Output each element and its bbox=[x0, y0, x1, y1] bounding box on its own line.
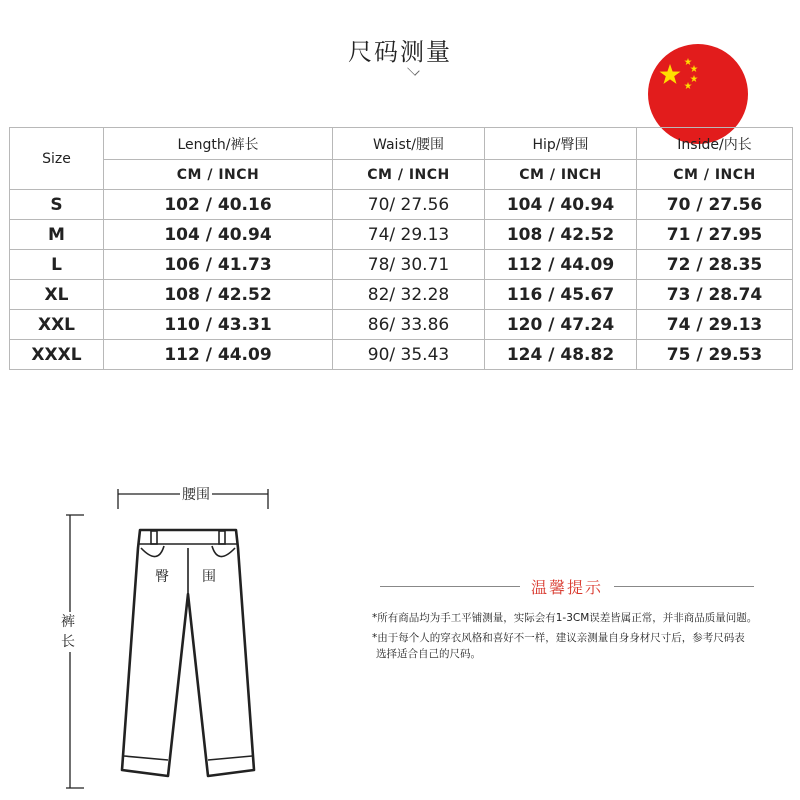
table-row bbox=[10, 190, 793, 220]
size-chart-table bbox=[9, 127, 793, 370]
length-cell: 104 / 40.94 bbox=[104, 220, 333, 250]
table-unit-row bbox=[10, 160, 793, 190]
tips-divider-right bbox=[614, 586, 754, 587]
length-cell: 112 / 44.09 bbox=[104, 340, 333, 370]
size-cell: XL bbox=[10, 280, 104, 310]
inside-cell: 73 / 28.74 bbox=[637, 280, 793, 310]
page-title: 尺码测量 bbox=[348, 38, 452, 66]
table-row bbox=[10, 280, 793, 310]
waist-cell: 82/ 32.28 bbox=[333, 280, 485, 310]
waist-cell: 90/ 35.43 bbox=[333, 340, 485, 370]
table-row bbox=[10, 220, 793, 250]
column-header-length: Length/裤长 bbox=[104, 128, 333, 160]
column-header-inside: Inside/内长 bbox=[637, 128, 793, 160]
hip-label-char: 围 bbox=[202, 569, 216, 585]
size-column-header: Size bbox=[10, 128, 104, 190]
hip-cell: 120 / 47.24 bbox=[485, 310, 637, 340]
table-row bbox=[10, 340, 793, 370]
unit-header: CM / INCH bbox=[485, 160, 637, 190]
flag-small-star-2 bbox=[690, 65, 697, 72]
hip-cell: 108 / 42.52 bbox=[485, 220, 637, 250]
tip-line-3: 选择适合自己的尺码。 bbox=[376, 648, 481, 660]
length-cell: 110 / 43.31 bbox=[104, 310, 333, 340]
inside-cell: 74 / 29.13 bbox=[637, 310, 793, 340]
waist-cell: 74/ 29.13 bbox=[333, 220, 485, 250]
inside-cell: 75 / 29.53 bbox=[637, 340, 793, 370]
tip-line-2: *由于每个人的穿衣风格和喜好不一样，建议亲测量自身身材尺寸后，参考尺码表 bbox=[372, 632, 745, 644]
unit-header: CM / INCH bbox=[637, 160, 793, 190]
length-label bbox=[60, 612, 76, 652]
tips-title: 温馨提示 bbox=[530, 578, 603, 597]
size-cell: L bbox=[10, 250, 104, 280]
table-row bbox=[10, 250, 793, 280]
tip-line-1: *所有商品均为手工平铺测量，实际会有1-3CM误差皆属正常，并非商品质量问题。 bbox=[372, 612, 758, 624]
size-cell: XXXL bbox=[10, 340, 104, 370]
pants-diagram bbox=[60, 480, 290, 800]
waist-cell: 78/ 30.71 bbox=[333, 250, 485, 280]
inside-cell: 72 / 28.35 bbox=[637, 250, 793, 280]
hip-cell: 116 / 45.67 bbox=[485, 280, 637, 310]
tips-divider-left bbox=[380, 586, 520, 587]
flag-small-star-3 bbox=[690, 75, 697, 82]
length-cell: 106 / 41.73 bbox=[104, 250, 333, 280]
length-cell: 102 / 40.16 bbox=[104, 190, 333, 220]
inside-cell: 71 / 27.95 bbox=[637, 220, 793, 250]
column-header-hip: Hip/臀围 bbox=[485, 128, 637, 160]
table-header-row bbox=[10, 128, 793, 160]
waist-cell: 86/ 33.86 bbox=[333, 310, 485, 340]
column-header-waist: Waist/腰围 bbox=[333, 128, 485, 160]
flag-small-star-4 bbox=[684, 82, 691, 89]
length-cell: 108 / 42.52 bbox=[104, 280, 333, 310]
hip-cell: 112 / 44.09 bbox=[485, 250, 637, 280]
flag-small-star-1 bbox=[684, 58, 691, 65]
unit-header: CM / INCH bbox=[333, 160, 485, 190]
length-label-char: 裤 bbox=[61, 614, 75, 630]
waist-cell: 70/ 27.56 bbox=[333, 190, 485, 220]
inside-cell: 70 / 27.56 bbox=[637, 190, 793, 220]
waist-label: 腰围 bbox=[180, 484, 212, 504]
size-cell: M bbox=[10, 220, 104, 250]
size-cell: XXL bbox=[10, 310, 104, 340]
size-cell: S bbox=[10, 190, 104, 220]
hip-label-char: 臀 bbox=[155, 569, 169, 585]
unit-header: CM / INCH bbox=[104, 160, 333, 190]
hip-cell: 124 / 48.82 bbox=[485, 340, 637, 370]
flag-large-star bbox=[660, 64, 681, 84]
length-label-char: 长 bbox=[61, 634, 75, 650]
hip-cell: 104 / 40.94 bbox=[485, 190, 637, 220]
table-row bbox=[10, 310, 793, 340]
